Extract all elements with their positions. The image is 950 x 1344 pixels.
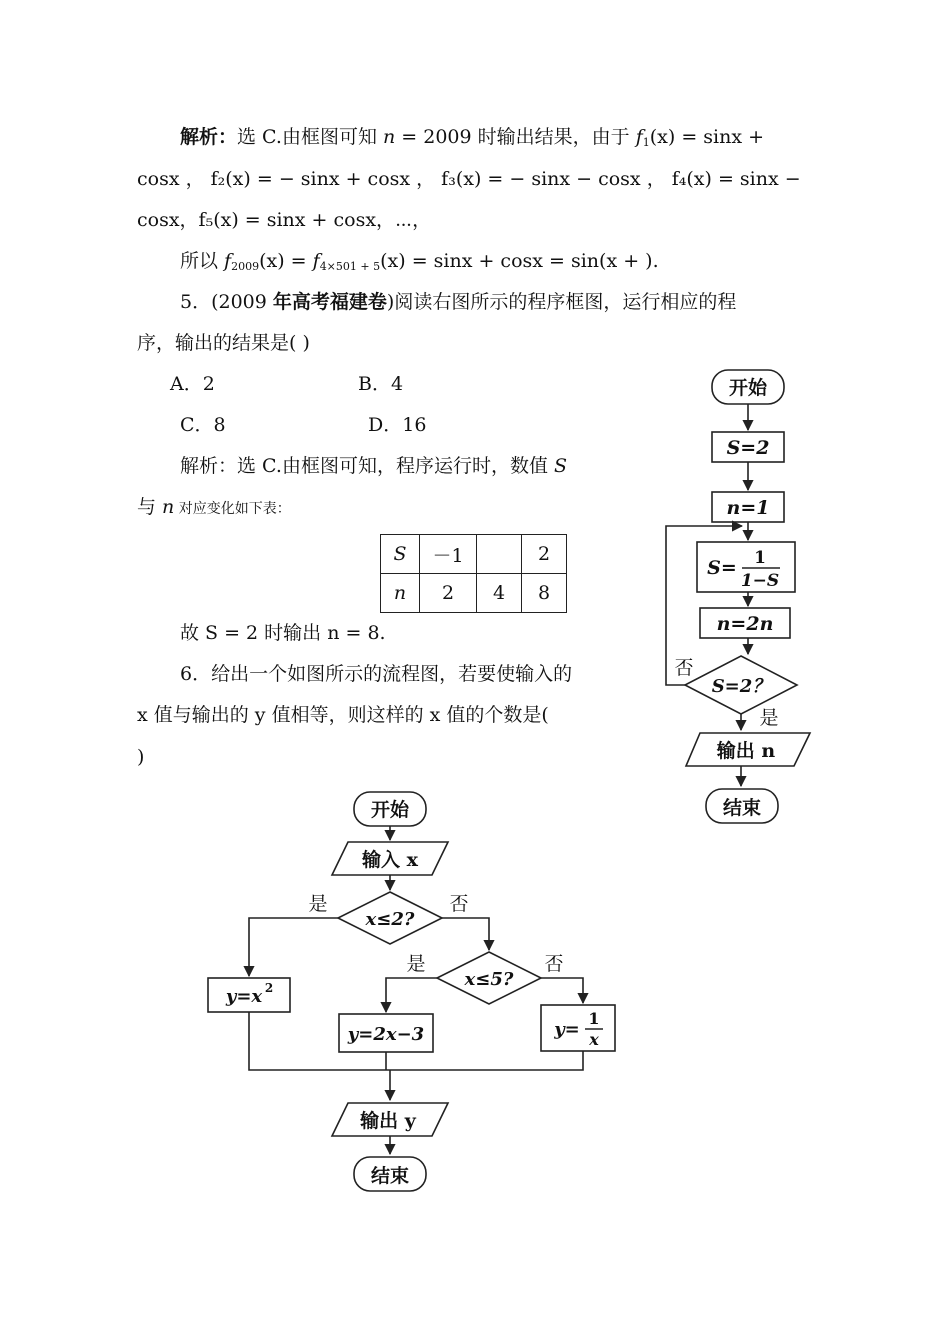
flow1-s-assign-lhs: S= xyxy=(707,557,737,579)
flow2-yes1-label: 是 xyxy=(308,893,328,915)
question-5-line-1: 5．(2009 年高考福建卷)阅读右图所示的程序框图，运行相应的程 xyxy=(180,291,737,313)
flow2-no1-label: 否 xyxy=(449,893,469,915)
solution-label: 解析： xyxy=(180,126,238,148)
question-6-line-3: ) xyxy=(137,746,145,768)
flow2-cond1-text: x≤2? xyxy=(365,909,415,930)
flow1-s-assign-num: 1 xyxy=(754,548,766,568)
option-b: B．4 xyxy=(358,373,404,395)
option-a: A．2 xyxy=(170,373,215,395)
flow1-n-init-text: n=1 xyxy=(726,497,770,519)
table-cell: 2 xyxy=(420,574,477,613)
solution-5-line-2: 与 n 对应变化如下表： xyxy=(137,496,291,518)
option-d: D．16 xyxy=(368,414,427,436)
flow2-output-text: 输出 y xyxy=(360,1110,416,1132)
solution-5-conclusion: 故 S = 2 时输出 n = 8. xyxy=(180,622,386,644)
flow2-start-text: 开始 xyxy=(370,799,410,821)
solution-4-line-3: cosx，f₅(x) = sinx + cosx，⋯， xyxy=(137,209,432,231)
flow1-s-init-text: S=2 xyxy=(726,437,770,459)
flow1-end-text: 结束 xyxy=(722,797,762,819)
option-c: C．8 xyxy=(180,414,226,436)
table-cell: 2 xyxy=(522,535,567,574)
flow2-box3-den: x xyxy=(589,1030,599,1049)
flow1-n-update-text: n=2n xyxy=(716,613,774,635)
question-6-line-1: 6．给出一个如图所示的流程图，若要使输入的 xyxy=(180,663,573,685)
solution-5-line-1: 解析：选 C.由框图可知，程序运行时，数值 S xyxy=(180,455,568,477)
table-cell: 4 xyxy=(477,574,522,613)
flow1-no-label: 否 xyxy=(674,657,694,679)
flow2-end-text: 结束 xyxy=(370,1165,410,1187)
question-5-line-2: 序，输出的结果是( ) xyxy=(137,332,310,354)
table-cell: S xyxy=(381,535,420,574)
flow2-box2-text: y=2x−3 xyxy=(347,1024,425,1045)
flow2-cond2-text: x≤5? xyxy=(464,969,514,990)
flow2-input-text: 输入 x xyxy=(362,849,418,871)
flow2-box3-num: 1 xyxy=(588,1009,600,1028)
solution-4-line-2: cosx ， f₂(x) = − sinx + cosx ， f₃(x) = − sinx − cosx ， f₄(x) = sinx − xyxy=(137,168,801,190)
flow1-yes-label: 是 xyxy=(759,707,779,729)
flow1-start-text: 开始 xyxy=(728,377,768,399)
flow1-output-text: 输出 n xyxy=(716,740,776,762)
flow2-box1-text: y=x xyxy=(225,986,263,1007)
question-6-line-2: x 值与输出的 y 值相等，则这样的 x 值的个数是( xyxy=(137,704,549,726)
question-source: 年高考福建卷 xyxy=(272,291,387,313)
flow2-yes2-label: 是 xyxy=(406,953,426,975)
table-cell: 8 xyxy=(522,574,567,613)
table-cell: －1 xyxy=(420,535,477,574)
flow2-box1-exp: 2 xyxy=(264,981,274,995)
solution-4-line-1: 解析：选 C.由框图可知 n = 2009 时输出结果，由于 $f_1(x) = \sin x$ + xyxy=(180,126,765,149)
flow1-s-assign-den: 1−S xyxy=(740,571,780,591)
flow2-box3-lhs: y= xyxy=(554,1019,580,1040)
flow2-no2-label: 否 xyxy=(544,953,564,975)
solution-4-line-4: 所以 $f_{2009}(x) = f_{4\times 501 + 5}(x) = \sin x + \cos x = \sin(x$ + ). xyxy=(180,250,659,273)
table-cell: n xyxy=(381,574,420,613)
flow1-cond-text: S=2？ xyxy=(711,676,771,697)
